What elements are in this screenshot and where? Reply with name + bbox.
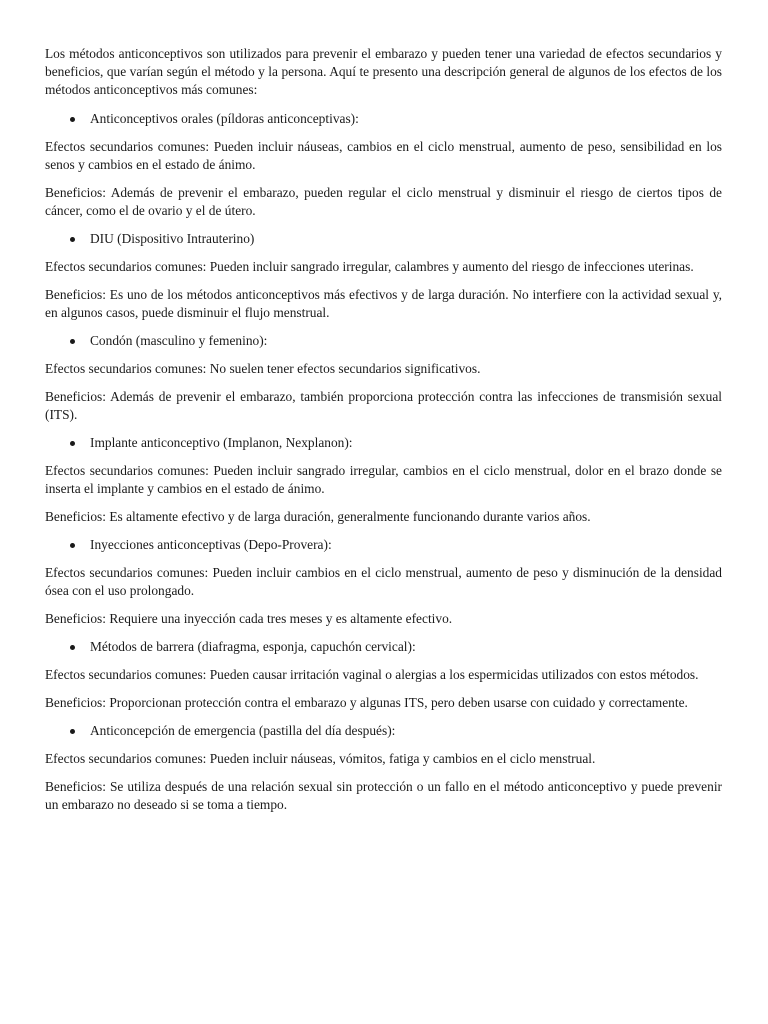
section-title: Anticonceptivos orales (píldoras anticonceptivas): bbox=[90, 111, 359, 126]
document-page bbox=[45, 45, 722, 824]
benefits-paragraph: Beneficios: Es altamente efectivo y de larga duración, generalmente funcionando durante varios años. bbox=[45, 509, 591, 524]
side-effects-paragraph: Efectos secundarios comunes: Pueden causar irritación vaginal o alergias a los espermicidas utilizados con estos métodos. bbox=[45, 667, 699, 682]
section-implante bbox=[45, 434, 722, 526]
section-barrera bbox=[45, 638, 722, 712]
section-emergencia bbox=[45, 722, 722, 814]
section-oral bbox=[45, 110, 722, 220]
bullet-item bbox=[45, 230, 722, 248]
bullet-item bbox=[45, 434, 722, 452]
bullet-item bbox=[45, 722, 722, 740]
bullet-icon bbox=[70, 117, 75, 122]
bullet-icon bbox=[70, 543, 75, 548]
bullet-item bbox=[45, 110, 722, 128]
bullet-item bbox=[45, 332, 722, 350]
side-effects-paragraph: Efectos secundarios comunes: Pueden incluir náuseas, cambios en el ciclo menstrual, aumento de peso, sensibilidad en los senos y cambios en el estado de ánimo. bbox=[45, 139, 722, 172]
section-title: Condón (masculino y femenino): bbox=[90, 333, 268, 348]
benefits-paragraph: Beneficios: Requiere una inyección cada tres meses y es altamente efectivo. bbox=[45, 611, 453, 626]
side-effects-paragraph: Efectos secundarios comunes: Pueden incluir sangrado irregular, cambios en el ciclo menstrual, dolor en el brazo donde se inserta el implante y cambios en el estado de ánimo. bbox=[45, 463, 722, 496]
intro-paragraph: Los métodos anticonceptivos son utilizados para prevenir el embarazo y pueden tener una variedad de efectos secundarios y beneficios, que varían según el método y la persona. Aquí te presento una descripción general de algunos de los efectos de los métodos anticonceptivos más comunes: bbox=[45, 46, 722, 97]
benefits-paragraph: Beneficios: Además de prevenir el embarazo, pueden regular el ciclo menstrual y disminuir el riesgo de ciertos tipos de cáncer, como el de ovario y el de útero. bbox=[45, 185, 722, 218]
side-effects-paragraph: Efectos secundarios comunes: No suelen tener efectos secundarios significativos. bbox=[45, 361, 481, 376]
section-diu bbox=[45, 230, 722, 322]
section-title: Inyecciones anticonceptivas (Depo-Provera): bbox=[90, 537, 332, 552]
section-title: Métodos de barrera (diafragma, esponja, capuchón cervical): bbox=[90, 639, 416, 654]
section-title: Implante anticonceptivo (Implanon, Nexplanon): bbox=[90, 435, 353, 450]
bullet-icon bbox=[70, 729, 75, 734]
side-effects-paragraph: Efectos secundarios comunes: Pueden incluir náuseas, vómitos, fatiga y cambios en el ciclo menstrual. bbox=[45, 751, 596, 766]
bullet-item bbox=[45, 638, 722, 656]
side-effects-paragraph: Efectos secundarios comunes: Pueden incluir sangrado irregular, calambres y aumento del riesgo de infecciones uterinas. bbox=[45, 259, 694, 274]
section-condon bbox=[45, 332, 722, 424]
side-effects-paragraph: Efectos secundarios comunes: Pueden incluir cambios en el ciclo menstrual, aumento de peso y disminución de la densidad ósea con el uso prolongado. bbox=[45, 565, 722, 598]
section-inyecciones bbox=[45, 536, 722, 628]
benefits-paragraph: Beneficios: Proporcionan protección contra el embarazo y algunas ITS, pero deben usarse con cuidado y correctamente. bbox=[45, 695, 688, 710]
section-title: DIU (Dispositivo Intrauterino) bbox=[90, 231, 255, 246]
bullet-icon bbox=[70, 237, 75, 242]
bullet-icon bbox=[70, 645, 75, 650]
bullet-icon bbox=[70, 339, 75, 344]
benefits-paragraph: Beneficios: Se utiliza después de una relación sexual sin protección o un fallo en el método anticonceptivo y puede prevenir un embarazo no deseado si se toma a tiempo. bbox=[45, 779, 722, 812]
benefits-paragraph: Beneficios: Es uno de los métodos anticonceptivos más efectivos y de larga duración. No interfiere con la actividad sexual y, en algunos casos, puede disminuir el flujo menstrual. bbox=[45, 287, 722, 320]
section-title: Anticoncepción de emergencia (pastilla del día después): bbox=[90, 723, 396, 738]
bullet-icon bbox=[70, 441, 75, 446]
benefits-paragraph: Beneficios: Además de prevenir el embarazo, también proporciona protección contra las infecciones de transmisión sexual (ITS). bbox=[45, 389, 722, 422]
bullet-item bbox=[45, 536, 722, 554]
